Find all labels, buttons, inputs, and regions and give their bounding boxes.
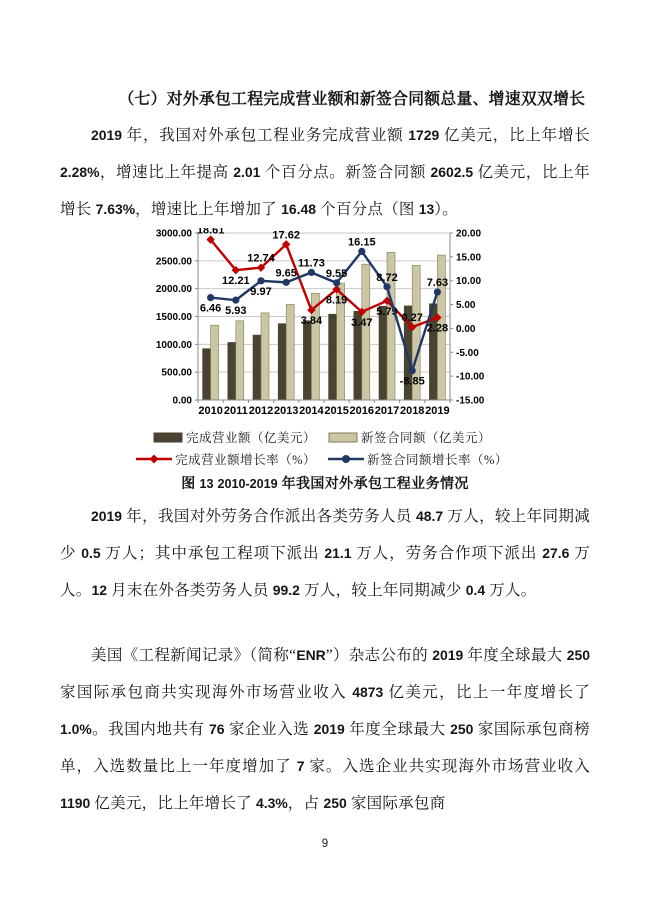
bar-swatch-icon xyxy=(328,431,358,443)
svg-text:5.00: 5.00 xyxy=(456,300,476,312)
legend-row xyxy=(153,428,491,446)
bar-swatch-icon xyxy=(153,431,183,443)
svg-text:-15.00: -15.00 xyxy=(456,395,485,407)
chart-legend xyxy=(138,428,506,468)
svg-text:2500.00: 2500.00 xyxy=(155,256,192,268)
svg-text:-8.85: -8.85 xyxy=(399,375,425,388)
legend-label: 新签合同额（亿美元） xyxy=(361,431,492,445)
legend-label: 完成营业额增长率（%） xyxy=(175,453,316,467)
svg-text:2.28: 2.28 xyxy=(426,322,449,335)
svg-text:20.00: 20.00 xyxy=(456,228,482,240)
svg-text:17.62: 17.62 xyxy=(272,229,300,242)
paragraph-labor-cooperation: 2019 年，我国对外劳务合作派出各类劳务人员 48.7 万人，较上年同期减少 0.5 万人；其中承包工程项下派出 21.1 万人，劳务合作项下派出 27.6 万人。12 月末在外各类劳务人员 99.2 万人，较上年同期减少 0.4 万人。 xyxy=(60,508,590,599)
combo-chart-canvas xyxy=(138,228,506,420)
legend-item xyxy=(153,428,316,446)
svg-text:2010: 2010 xyxy=(198,405,223,417)
svg-text:5.79: 5.79 xyxy=(376,305,398,318)
svg-text:1500.00: 1500.00 xyxy=(155,312,192,323)
svg-text:2012: 2012 xyxy=(248,405,274,417)
legend-label: 完成营业额（亿美元） xyxy=(185,431,316,445)
svg-text:2016: 2016 xyxy=(349,405,375,417)
svg-text:0.00: 0.00 xyxy=(172,395,192,407)
svg-text:5.93: 5.93 xyxy=(225,305,247,318)
svg-text:2017: 2017 xyxy=(374,405,400,417)
svg-text:2000.00: 2000.00 xyxy=(155,284,192,296)
legend-item xyxy=(328,428,491,446)
svg-text:500.00: 500.00 xyxy=(161,367,192,379)
paragraph-overview: 2019 年，我国对外承包工程业务完成营业额 1729 亿美元，比上年增长 2.28%，增速比上年提高 2.01 个百分点。新签合同额 2602.5 亿美元，比上年增长 7.63%，增速比上年增加了 16.48 个百分点（图 13）。 xyxy=(60,127,590,218)
svg-text:12.74: 12.74 xyxy=(247,252,275,265)
svg-text:3.47: 3.47 xyxy=(351,316,373,329)
svg-text:8.19: 8.19 xyxy=(325,294,348,307)
svg-text:3.84: 3.84 xyxy=(300,315,323,328)
figure-13-chart xyxy=(138,228,506,468)
page-number: 9 xyxy=(321,838,329,850)
line-diamond-swatch-icon xyxy=(136,453,172,465)
legend-item xyxy=(136,450,316,468)
svg-text:9.97: 9.97 xyxy=(250,285,272,298)
svg-text:3000.00: 3000.00 xyxy=(155,228,192,240)
svg-text:2019: 2019 xyxy=(425,405,450,417)
svg-text:2015: 2015 xyxy=(324,405,349,417)
svg-text:2014: 2014 xyxy=(299,405,324,417)
svg-text:9.55: 9.55 xyxy=(325,267,348,280)
svg-text:-5.00: -5.00 xyxy=(456,347,479,359)
paragraph-enr-ranking: 美国《工程新闻记录》（简称“ENR”）杂志公布的 2019 年度全球最大 250 家国际承包商共实现海外市场营业收入 4873 亿美元，比上一年度增长了 1.0%。我国内地共有 76 家企业入选 2019 年度全球最大 250 家国际承包商榜单，入选数量比上一年度增加了 7 家。入选企业共实现海外市场营业收入 1190 亿美元，比上年增长了 4.3%，占 250 家国际承包商 xyxy=(60,647,590,812)
svg-text:1000.00: 1000.00 xyxy=(155,339,192,351)
legend-label: 新签合同额增长率（%） xyxy=(367,453,508,467)
legend-item xyxy=(328,450,508,468)
svg-text:12.21: 12.21 xyxy=(222,275,250,288)
svg-text:18.61: 18.61 xyxy=(196,228,225,237)
svg-text:6.46: 6.46 xyxy=(199,302,222,315)
svg-text:2018: 2018 xyxy=(399,405,425,417)
svg-text:7.63: 7.63 xyxy=(426,277,449,290)
svg-text:2013: 2013 xyxy=(273,405,299,417)
line-circle-swatch-icon xyxy=(328,453,364,465)
svg-text:9.65: 9.65 xyxy=(275,267,297,280)
svg-text:11.73: 11.73 xyxy=(297,257,325,270)
svg-text:16.15: 16.15 xyxy=(348,236,376,249)
section-heading: （七）对外承包工程完成营业额和新签合同额总量、增速双双增长 xyxy=(118,91,586,108)
svg-text:10.00: 10.00 xyxy=(456,276,482,288)
svg-text:-10.00: -10.00 xyxy=(456,371,485,383)
svg-text:0.00: 0.00 xyxy=(456,323,476,335)
figure-caption: 图 13 2010-2019 年我国对外承包工程业务情况 xyxy=(181,477,469,492)
svg-text:15.00: 15.00 xyxy=(456,252,482,264)
legend-row xyxy=(136,450,508,468)
svg-text:0.27: 0.27 xyxy=(401,312,423,325)
svg-text:2011: 2011 xyxy=(223,405,248,417)
svg-text:8.72: 8.72 xyxy=(376,271,398,284)
